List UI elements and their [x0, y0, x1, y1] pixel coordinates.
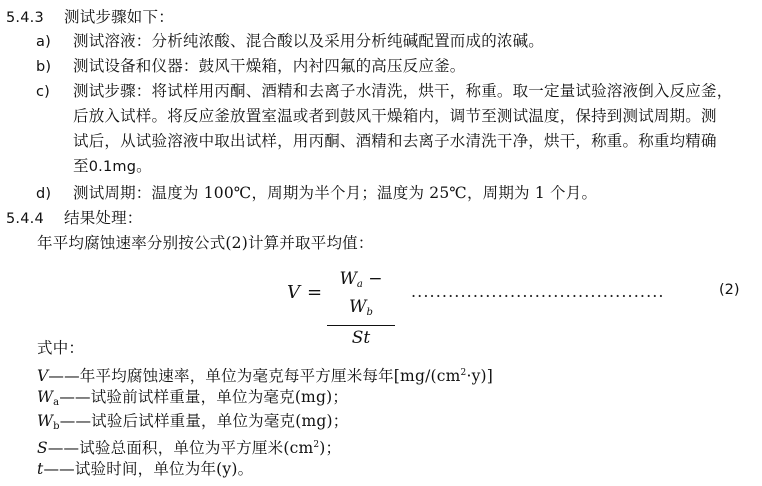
formula-denominator: St	[351, 328, 371, 349]
definition-text: ——年平均腐蚀速率，单位为毫克每平方厘米每年[mg/(cm	[48, 367, 461, 385]
section-number: 5.4.3	[6, 10, 44, 26]
item-text-line-2: 后放入试样。将反应釜放置室温或者到鼓风干燥箱内，调节至测试温度，保持到测试周期。测	[73, 107, 717, 125]
section-number: 5.4.4	[6, 211, 44, 227]
numerator-term-a: W	[339, 269, 357, 289]
definition-text: ——试验总面积，单位为平方厘米(cm	[47, 439, 314, 457]
definition-symbol: W	[37, 412, 54, 430]
formula-2	[287, 268, 757, 349]
definition-symbol: V	[37, 367, 49, 385]
definition-symbol: W	[37, 388, 54, 406]
item-text: 测试溶液：分析纯浓酸、混合酸以及采用分析纯碱配置而成的浓碱。	[73, 32, 545, 50]
definition-tail: )；	[319, 439, 342, 457]
section-title: 结果处理：	[64, 209, 143, 227]
formula-intro	[0, 232, 374, 254]
definition-text: ——试验前试样重量，单位为毫克(mg)；	[59, 388, 349, 406]
definition-symbol: S	[37, 439, 48, 457]
definition-subscript: b	[53, 421, 60, 432]
where-text: 式中：	[37, 339, 85, 357]
formula-equals: =	[307, 282, 323, 303]
definition-symbol: t	[37, 460, 44, 478]
list-item-c	[0, 80, 732, 103]
list-item-c-line-2	[0, 105, 717, 127]
item-text: 测试周期：温度为 100℃，周期为半个月；温度为 25℃，周期为 1 个月。	[73, 184, 598, 202]
definition-row	[0, 458, 253, 480]
section-heading-5-4-3	[0, 6, 174, 29]
item-text: 测试设备和仪器：鼓风干燥箱，内衬四氟的高压反应釜。	[73, 57, 466, 75]
where-label	[0, 337, 84, 359]
definition-text: ——试验时间，单位为年(y)。	[43, 460, 254, 478]
item-text-line-3: 试后，从试验溶液中取出试样，用丙酮、酒精和去离子水清洗干净，烘干，称重。称重均精确	[73, 132, 717, 150]
formula-number: (2)	[719, 282, 740, 298]
numerator-term-b: W	[349, 297, 367, 317]
definition-superscript: 2	[460, 368, 467, 378]
item-marker: a)	[36, 34, 51, 50]
numerator-sub-b: b	[366, 307, 373, 318]
list-item-a	[0, 30, 544, 53]
formula-leader-dots: .........................................	[411, 282, 665, 301]
intro-text: 年平均腐蚀速率分别按公式(2)计算并取平均值：	[37, 234, 374, 252]
formula-numerator	[327, 268, 395, 324]
item-text-line-1: 测试步骤：将试样用丙酮、酒精和去离子水清洗，烘干，称重。取一定量试验溶液倒入反应釜，	[73, 82, 733, 100]
item-text-suffix: 。	[136, 157, 152, 175]
item-text-prefix: 至	[73, 157, 89, 175]
definition-superscript: 2	[313, 440, 320, 450]
definition-tail: ·y)]	[466, 367, 494, 385]
formula-lhs: V	[287, 282, 300, 303]
item-marker: c)	[36, 84, 51, 100]
precision-unit: mg	[112, 159, 137, 175]
formula-fraction	[327, 268, 395, 349]
list-item-d	[0, 182, 597, 205]
item-marker: b)	[36, 59, 52, 75]
numerator-minus: −	[362, 269, 383, 289]
definition-row	[0, 434, 341, 459]
definition-subscript: a	[53, 397, 60, 408]
precision-value: 0.1	[88, 159, 113, 175]
list-item-b	[0, 55, 466, 78]
fraction-bar	[327, 325, 395, 326]
definition-text: ——试验后试样重量，单位为毫克(mg)；	[59, 412, 349, 430]
section-heading-5-4-4	[0, 207, 143, 230]
numerator-sub-a: a	[356, 279, 363, 290]
list-item-c-line-3	[0, 130, 717, 152]
section-title: 测试步骤如下：	[64, 8, 174, 26]
item-marker: d)	[36, 186, 52, 202]
list-item-c-line-4	[0, 155, 152, 178]
